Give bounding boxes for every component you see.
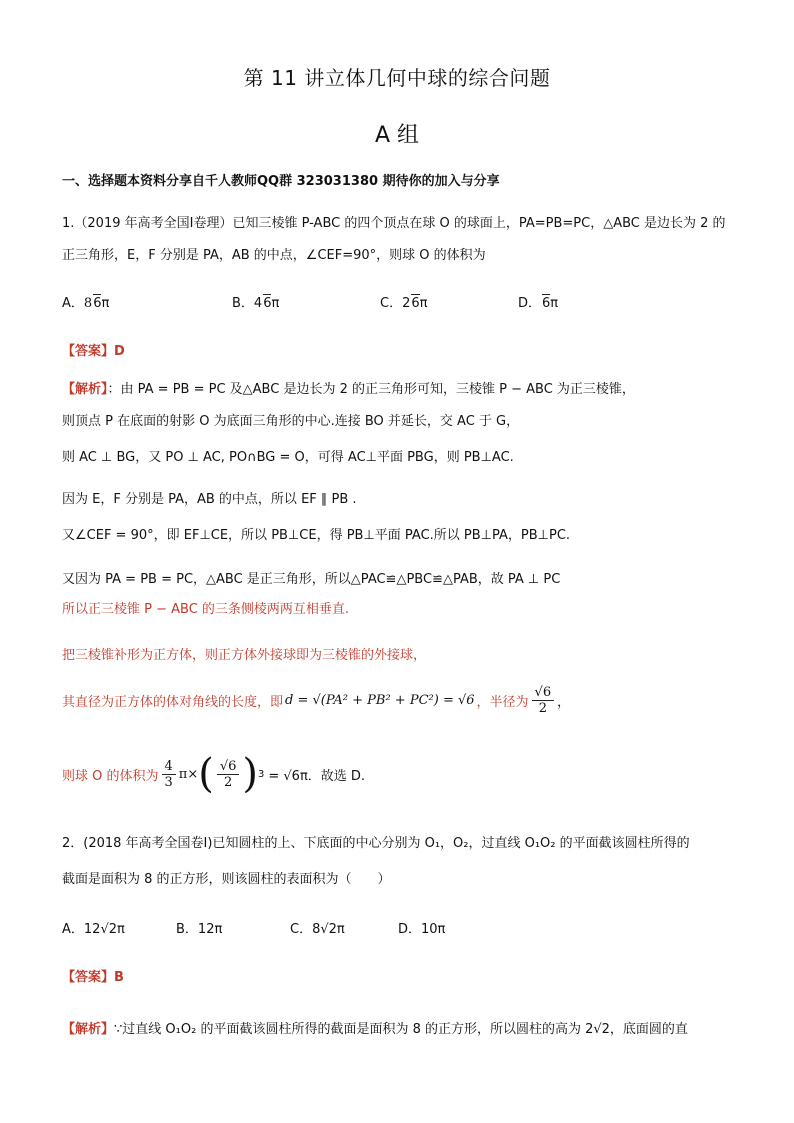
- analysis-tag: 【解析】: [62, 382, 108, 397]
- answer-tag: 【答案】: [62, 970, 115, 985]
- q2-option-c: C．8√2π: [290, 922, 345, 937]
- q1-option-a: A．86π: [62, 296, 110, 311]
- q1-analysis-line4: 因为 E，F 分别是 PA，AB 的中点，所以 EF ∥ PB .: [62, 492, 357, 507]
- answer-tag: 【答案】: [62, 344, 115, 359]
- answer-value: D: [114, 344, 125, 359]
- q1-analysis-line9: 其直径为正方体的体对角线的长度，即 d = √(PA² + PB² + PC²) = √6 ，半径为 $\frac{√6}{2}$ ，: [62, 684, 571, 716]
- q1-option-d: D．6π: [518, 296, 559, 311]
- q2-stem-line2: 截面是面积为 8 的正方形，则该圆柱的表面积为（ ）: [62, 872, 391, 887]
- group-heading: A 组: [374, 123, 420, 148]
- q1-option-c: C．26π: [380, 296, 428, 311]
- q1-analysis-line8: 把三棱锥补形为正方体，则正方体外接球即为三棱锥的外接球，: [62, 648, 427, 663]
- analysis-tag: 【解析】: [62, 1022, 115, 1037]
- q2-stem-line1: 2．(2018 年高考全国卷Ⅰ)已知圆柱的上、下底面的中心分别为 O₁，O₂，过直线 O₁O₂ 的平面截该圆柱所得的: [62, 836, 690, 851]
- page-title: 第 11 讲立体几何中球的综合问题: [243, 66, 551, 90]
- volume-coef-fraction: $\frac{4}{3}$: [162, 759, 176, 790]
- q1-stem-line1: 1.（2019 年高考全国Ⅰ卷理）已知三棱锥 P-ABC 的四个顶点在球 O 的球面上，PA=PB=PC，△ABC 是边长为 2 的: [62, 216, 726, 231]
- q1-stem-line2: 正三角形，E，F 分别是 PA，AB 的中点，∠CEF=90°，则球 O 的体积为: [62, 248, 486, 263]
- q1-analysis-line3: 则 AC ⊥ BG，又 PO ⊥ AC, PO∩BG = O，可得 AC⊥平面 PBG，则 PB⊥AC.: [62, 450, 514, 465]
- q1-analysis-line1: 【解析】：由 PA = PB = PC 及△ABC 是边长为 2 的正三角形可知，三棱锥 P − ABC 为正三棱锥，: [62, 382, 635, 397]
- q1-analysis-line6: 又因为 PA = PB = PC，△ABC 是正三角形，所以△PAC≌△PBC≌△PAB，故 PA ⊥ PC: [62, 572, 561, 587]
- q2-option-b: B．12π: [176, 922, 223, 937]
- q1-analysis-line5: 又∠CEF = 90°，即 EF⊥CE，所以 PB⊥CE，得 PB⊥平面 PAC.所以 PB⊥PA，PB⊥PC.: [62, 528, 571, 543]
- q2-option-d: D．10π: [398, 922, 446, 937]
- answer-value: B: [114, 970, 124, 985]
- q2-option-a: A．12√2π: [62, 922, 125, 937]
- q2-analysis-line1: 【解析】∵过直线 O₁O₂ 的平面截该圆柱所得的截面是面积为 8 的正方形，所以圆柱的高为 2√2，底面圆的直: [62, 1022, 688, 1037]
- radius-fraction: $\frac{√6}{2}$: [532, 685, 555, 716]
- diameter-formula: d = √(PA² + PB² + PC²) = √6: [285, 692, 475, 708]
- q1-option-b: B．46π: [232, 296, 280, 311]
- volume-inner-fraction: $\frac{√6}{2}$: [217, 759, 240, 790]
- q2-answer: [62, 966, 124, 985]
- q1-analysis-line7: 所以正三棱锥 P − ABC 的三条侧棱两两互相垂直.: [62, 602, 350, 617]
- q1-analysis-line10: 则球 O 的体积为 $\frac{4}{3}$ π× ( $\frac{√6}{2}$ ) 3 = √6π．故选 D.: [62, 751, 366, 797]
- q1-answer: [62, 340, 125, 359]
- section-heading: 一、选择题本资料分享自千人教师QQ群 323031380 期待你的加入与分享: [62, 174, 500, 189]
- q1-analysis-line2: 则顶点 P 在底面的射影 O 为底面三角形的中心.连接 BO 并延长，交 AC 于 G，: [62, 414, 520, 429]
